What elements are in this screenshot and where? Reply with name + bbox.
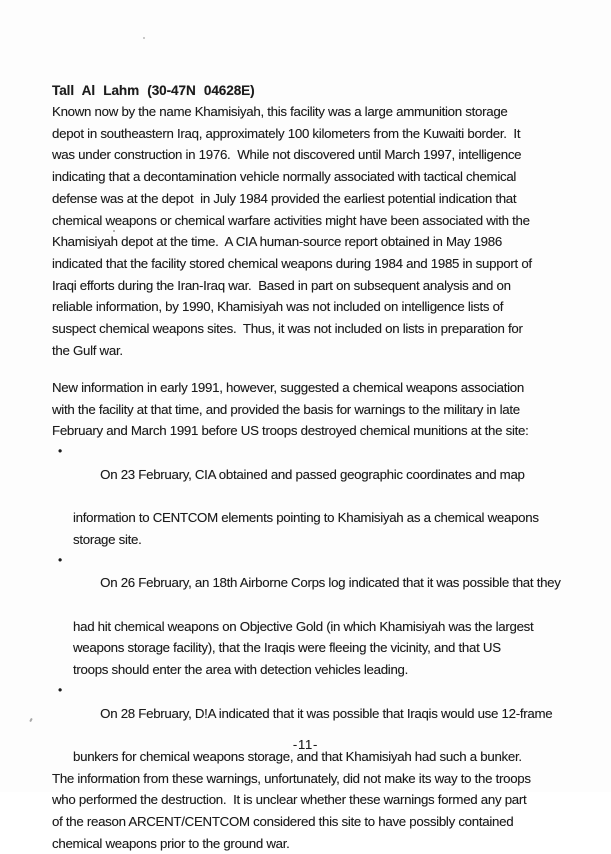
text-line: information to CENTCOM elements pointing to Khamisiyah as a chemical weapons	[73, 510, 539, 526]
text-line: who performed the destruction. It is unclear whether these warnings formed any part	[52, 792, 527, 808]
text-line	[52, 551, 561, 616]
bullet-item	[52, 442, 561, 551]
text-line: had hit chemical weapons on Objective Gold (in which Khamisiyah was the largest	[73, 618, 534, 634]
bullet-icon: •	[58, 444, 62, 459]
text-line: was under construction in 1976. While not discovered until March 1997, intelligence	[52, 147, 522, 163]
scan-speck	[143, 37, 145, 39]
text-line: chemical weapons or chemical warfare activities might have been associated with the	[52, 212, 530, 228]
paragraph-warnings	[52, 377, 561, 854]
bullet-item	[52, 681, 561, 768]
bullet-icon: •	[58, 552, 62, 567]
text-line: Iraqi efforts during the Iran-Iraq war. Based in part on subsequent analysis and on	[52, 277, 511, 293]
text-line	[52, 442, 561, 507]
text-line: Known now by the name Khamisiyah, this facility was a large ammunition storage	[52, 104, 508, 119]
text-line: Khamisiyah depot at the time. A CIA human-source report obtained in May 1986	[52, 234, 502, 250]
text-line: suspect chemical weapons sites. Thus, it was not included on lists in preparation for	[52, 321, 523, 337]
section-heading: Tall Al Lahm (30-47N 04628E)	[52, 83, 255, 98]
text-line: storage site.	[73, 531, 142, 547]
text-line: of the reason ARCENT/CENTCOM considered this site to have possibly contained	[52, 814, 514, 830]
paragraph-intro	[52, 101, 532, 361]
text-line: bunkers for chemical weapons storage, and that Khamisiyah had such a bunker.	[73, 748, 522, 764]
scan-speck	[29, 718, 33, 722]
text-line: indicating that a decontamination vehicle normally associated with tactical chemical	[52, 169, 517, 185]
bullet-text: On 23 February, CIA obtained and passed geographic coordinates and map	[100, 466, 525, 482]
bullet-item	[52, 551, 561, 681]
text-line: with the facility at that time, and provided the basis for warnings to the military in late	[52, 401, 520, 417]
bullet-text: On 28 February, D!A indicated that it was possible that Iraqis would use 12-frame	[100, 705, 553, 721]
text-line: indicated that the facility stored chemical weapons during 1984 and 1985 in support of	[52, 255, 532, 271]
text-line: New information in early 1991, however, suggested a chemical weapons association	[52, 380, 524, 395]
text-line: February and March 1991 before US troops destroyed chemical munitions at the site:	[52, 423, 529, 439]
bullet-icon: •	[58, 682, 62, 697]
paragraph-closing	[52, 768, 561, 854]
page-number: -11-	[292, 737, 319, 752]
text-line: chemical weapons prior to the ground war.	[52, 835, 290, 851]
text-line: weapons storage facility), that the Iraqis were fleeing the vicinity, and that US	[73, 640, 501, 656]
text-line: the Gulf war.	[52, 342, 123, 358]
bullet-text: On 26 February, an 18th Airborne Corps log indicated that it was possible that they	[100, 575, 561, 591]
text-line: The information from these warnings, unfortunately, did not make its way to the troops	[52, 770, 531, 786]
text-line: defense was at the depot in July 1984 provided the earliest potential indication that	[52, 190, 517, 206]
text-line: reliable information, by 1990, Khamisiyah was not included on intelligence lists of	[52, 299, 504, 315]
text-line: troops should enter the area with detection vehicles leading.	[73, 662, 409, 678]
text-line: depot in southeastern Iraq, approximately 100 kilometers from the Kuwaiti border. It	[52, 125, 521, 141]
